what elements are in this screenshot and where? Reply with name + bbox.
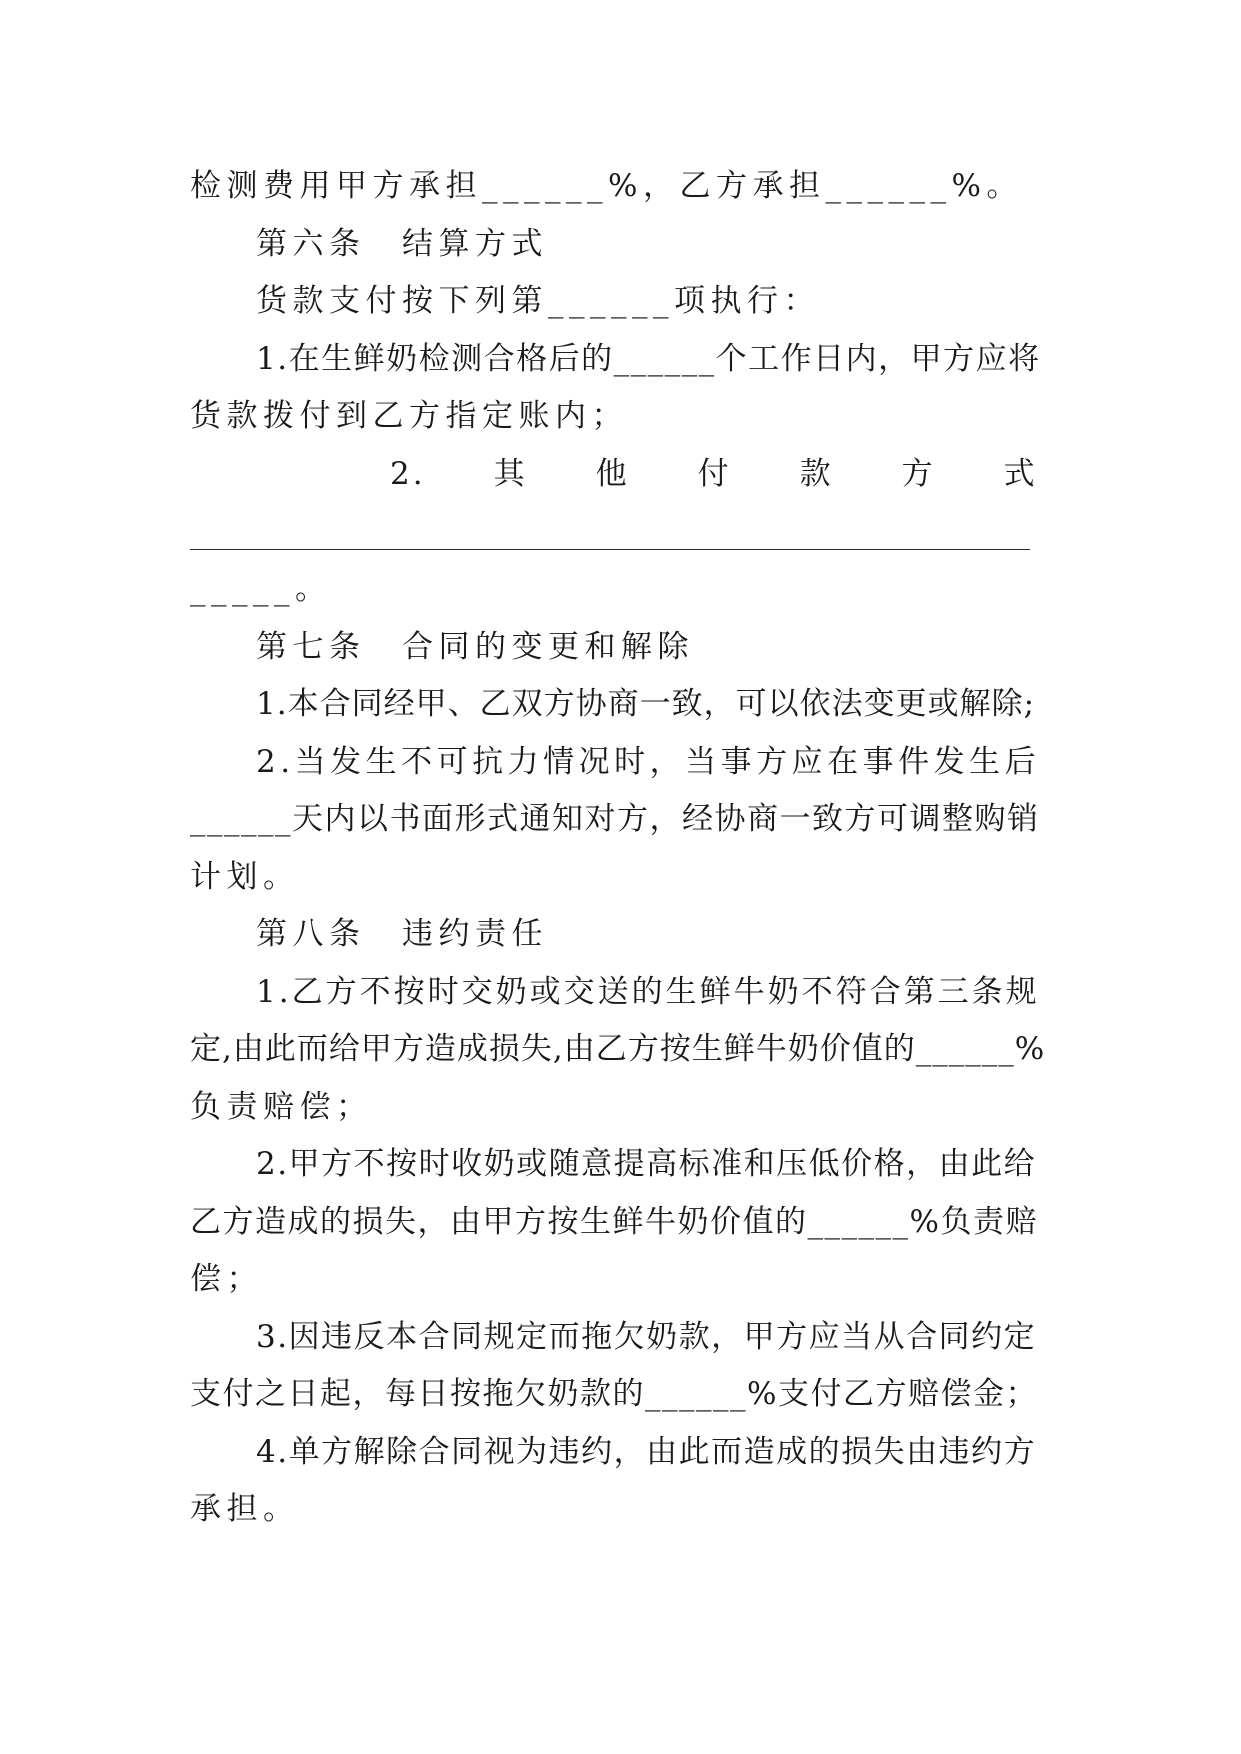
fill-in-blank-line [190, 549, 1030, 550]
article-7-heading: 第七条 合同的变更和解除 [256, 629, 694, 665]
text-line-11: ______天内以书面形式通知对方，经协商一致方可调整购销 [190, 801, 1040, 837]
text-line-17: 2.甲方不按时收奶或随意提高标准和压低价格，由此给 [256, 1146, 1037, 1182]
text-line-5: 货款拨付到乙方指定账内； [190, 398, 628, 434]
text-line-15: 定,由此而给甲方造成损失,由乙方按生鲜牛奶价值的______% [190, 1031, 1046, 1067]
text-line-10: 2.当发生不可抗力情况时，当事方应在事件发生后 [256, 744, 1041, 780]
text-line-16: 负责赔偿； [190, 1089, 373, 1125]
text-line-23: 承担。 [190, 1491, 300, 1527]
text-line-9: 1.本合同经甲、乙双方协商一致，可以依法变更或解除; [256, 686, 1036, 722]
text-line-18: 乙方造成的损失，由甲方按生鲜牛奶价值的______%负责赔 [190, 1204, 1038, 1240]
text-line-14: 1.乙方不按时交奶或交送的生鲜牛奶不符合第三条规 [256, 974, 1040, 1010]
text-line-6: 2. 其 他 付 款 方 式 [390, 456, 1038, 492]
text-line-3: 货款支付按下列第______项执行： [256, 283, 820, 319]
text-line-20: 3.因违反本合同规定而拖欠奶款，甲方应当从合同约定 [256, 1319, 1037, 1355]
text-line-22: 4.单方解除合同视为违约，由此而造成的损失由违约方 [256, 1434, 1037, 1470]
text-line-1: 检测费用甲方承担______%，乙方承担______%。 [190, 168, 1023, 204]
text-line-12: 计划。 [190, 859, 300, 895]
text-line-4: 1.在生鲜奶检测合格后的______个工作日内，甲方应将 [256, 341, 1041, 377]
text-line-7: _____。 [190, 571, 332, 607]
text-line-21: 支付之日起，每日按拖欠奶款的______%支付乙方赔偿金； [190, 1376, 1038, 1412]
article-8-heading: 第八条 违约责任 [256, 916, 548, 952]
text-line-19: 偿； [190, 1261, 263, 1297]
article-6-heading: 第六条 结算方式 [256, 226, 548, 262]
